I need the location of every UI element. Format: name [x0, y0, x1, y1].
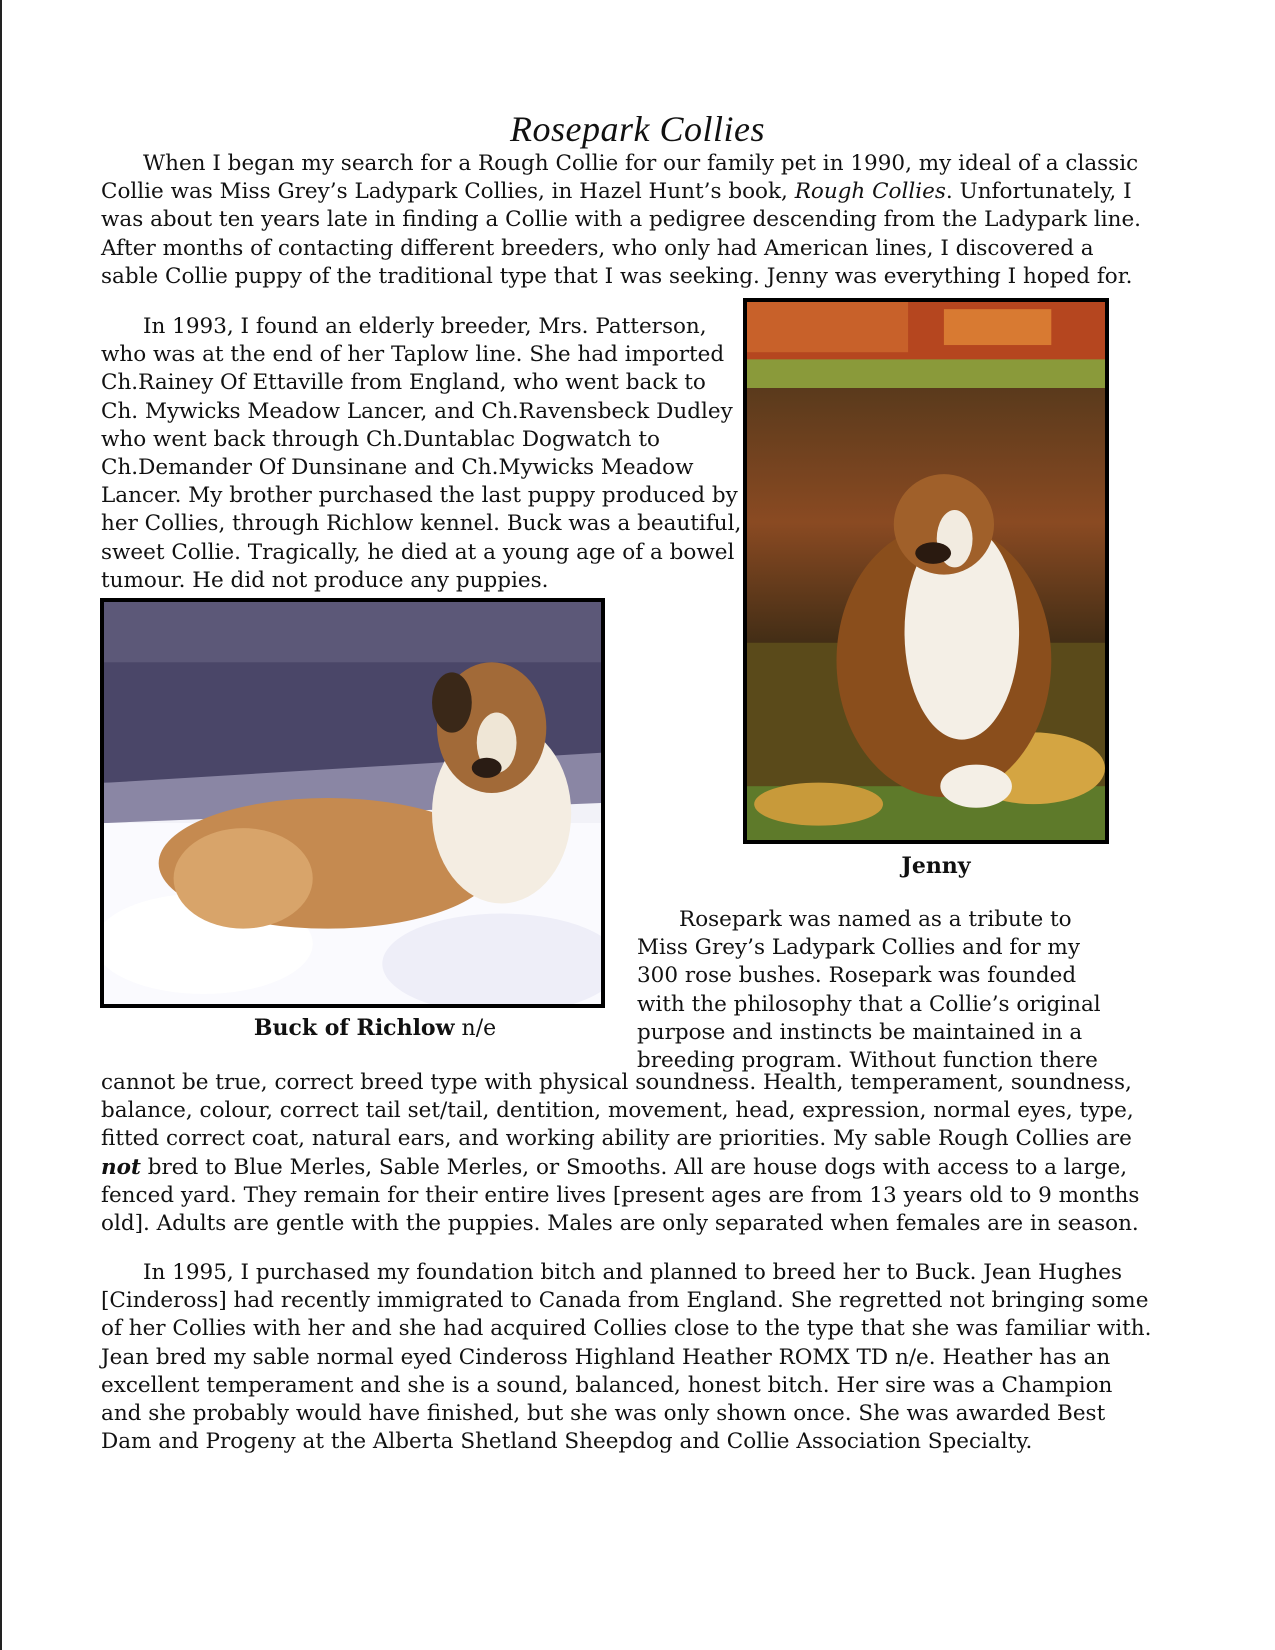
paragraph-line: balance, colour, correct tail set/tail, dentition, movement, head, expression, normal eyes, type,: [101, 1098, 1134, 1124]
paragraph-line: tumour. He did not produce any puppies.: [101, 567, 549, 593]
paragraph-line: of her Collies with her and she had acquired Collies close to the type that she was familiar with.: [101, 1316, 1152, 1342]
paragraph-1993: [101, 313, 741, 595]
intro-paragraph: [101, 150, 1141, 291]
buck-caption-name: Buck of Richlow: [253, 1015, 455, 1041]
paragraph-line: Jean bred my sable normal eyed Cindeross Highland Heather ROMX TD n/e. Heather has an: [101, 1344, 1111, 1370]
page-title: Rosepark Collies: [510, 109, 765, 149]
paragraph-line: [101, 1154, 1139, 1182]
paragraph-line: fenced yard. They remain for their entire lives [present ages are from 13 years old to 9 months: [101, 1182, 1140, 1208]
intro-line: was about ten years late in finding a Collie with a pedigree descending from the Ladypark line.: [101, 207, 1142, 233]
paragraph-line: fitted correct coat, natural ears, and working ability are priorities. My sable Rough Collies are: [101, 1126, 1132, 1152]
paragraph-line: Dam and Progeny at the Alberta Shetland Sheepdog and Collie Association Specialty.: [101, 1429, 1033, 1455]
paragraph-line: and she probably would have finished, but she was only shown once. She was awarded Best: [101, 1401, 1106, 1427]
intro-line: sable Collie puppy of the traditional type that I was seeking. Jenny was everything I hoped for.: [101, 263, 1133, 289]
paragraph-line: Ch. Mywicks Meadow Lancer, and Ch.Ravensbeck Dudley: [101, 398, 733, 424]
paragraph-line: In 1993, I found an elderly breeder, Mrs. Patterson,: [143, 314, 707, 339]
buck-caption-suffix: n/e: [454, 1016, 497, 1041]
intro-line: After months of contacting different breeders, who only had American lines, I discovered a: [101, 235, 1094, 261]
paragraph-line: In 1995, I purchased my foundation bitch and planned to breed her to Buck. Jean Hughes: [143, 1260, 1123, 1285]
paragraph-line: [Cindeross] had recently immigrated to Canada from England. She regretted not bringing some: [101, 1288, 1149, 1314]
buck-photo: [100, 598, 605, 1008]
paragraph-line: with the philosophy that a Collie’s original: [637, 991, 1101, 1017]
jenny-photo: [743, 298, 1109, 844]
collie-photo-illustration: [104, 602, 601, 1004]
paragraph-1995: [101, 1259, 1152, 1456]
intro-text: . Unfortunately, I: [945, 179, 1132, 205]
paragraph-line: sweet Collie. Tragically, he died at a young age of a bowel: [101, 539, 735, 565]
page-left-edge: [0, 0, 2, 1650]
paragraph-line: Lancer. My brother purchased the last puppy produced by: [101, 483, 738, 509]
buck-caption: [100, 1015, 650, 1041]
intro-text: Collie was Miss Grey’s Ladypark Collies, in Hazel Hunt’s book,: [101, 179, 795, 205]
emphasis-not: not: [101, 1154, 141, 1180]
jenny-caption: [743, 853, 1129, 879]
paragraph-line: old]. Adults are gentle with the puppies. Males are only separated when females are in season.: [101, 1211, 1139, 1237]
intro-line: [101, 178, 1141, 206]
paragraph-line: excellent temperament and she is a sound, balanced, honest bitch. Her sire was a Champion: [101, 1372, 1113, 1398]
intro-line: When I began my search for a Rough Collie for our family pet in 1990, my ideal of a classic: [143, 151, 1139, 176]
paragraph-text: bred to Blue Merles, Sable Merles, or Smooths. All are house dogs with access to a large,: [140, 1154, 1128, 1180]
paragraph-line: who was at the end of her Taplow line. She had imported: [101, 342, 725, 368]
paragraph-line: her Collies, through Richlow kennel. Buck was a beautiful,: [101, 511, 742, 537]
jenny-caption-text: Jenny: [901, 853, 971, 879]
paragraph-line: purpose and instincts be maintained in a: [637, 1019, 1083, 1045]
paragraph-line: Rosepark was named as a tribute to: [679, 907, 1072, 932]
collie-photo-illustration: [747, 302, 1105, 840]
paragraph-line: Ch.Rainey Of Ettaville from England, who went back to: [101, 370, 706, 396]
rosepark-paragraph-full: [101, 1069, 1139, 1238]
paragraph-line: who went back through Ch.Duntablac Dogwatch to: [101, 426, 660, 452]
paragraph-line: 300 rose bushes. Rosepark was founded: [637, 963, 1077, 989]
paragraph-line: breeding program. Without function there: [637, 1048, 1098, 1074]
paragraph-line: cannot be true, correct breed type with physical soundness. Health, temperament, soundness,: [101, 1070, 1132, 1095]
paragraph-line: Ch.Demander Of Dunsinane and Ch.Mywicks Meadow: [101, 455, 694, 481]
rosepark-paragraph-side: [637, 906, 1101, 1075]
paragraph-line: Miss Grey’s Ladypark Collies and for my: [637, 935, 1080, 961]
book-title: Rough Collies: [794, 179, 946, 205]
